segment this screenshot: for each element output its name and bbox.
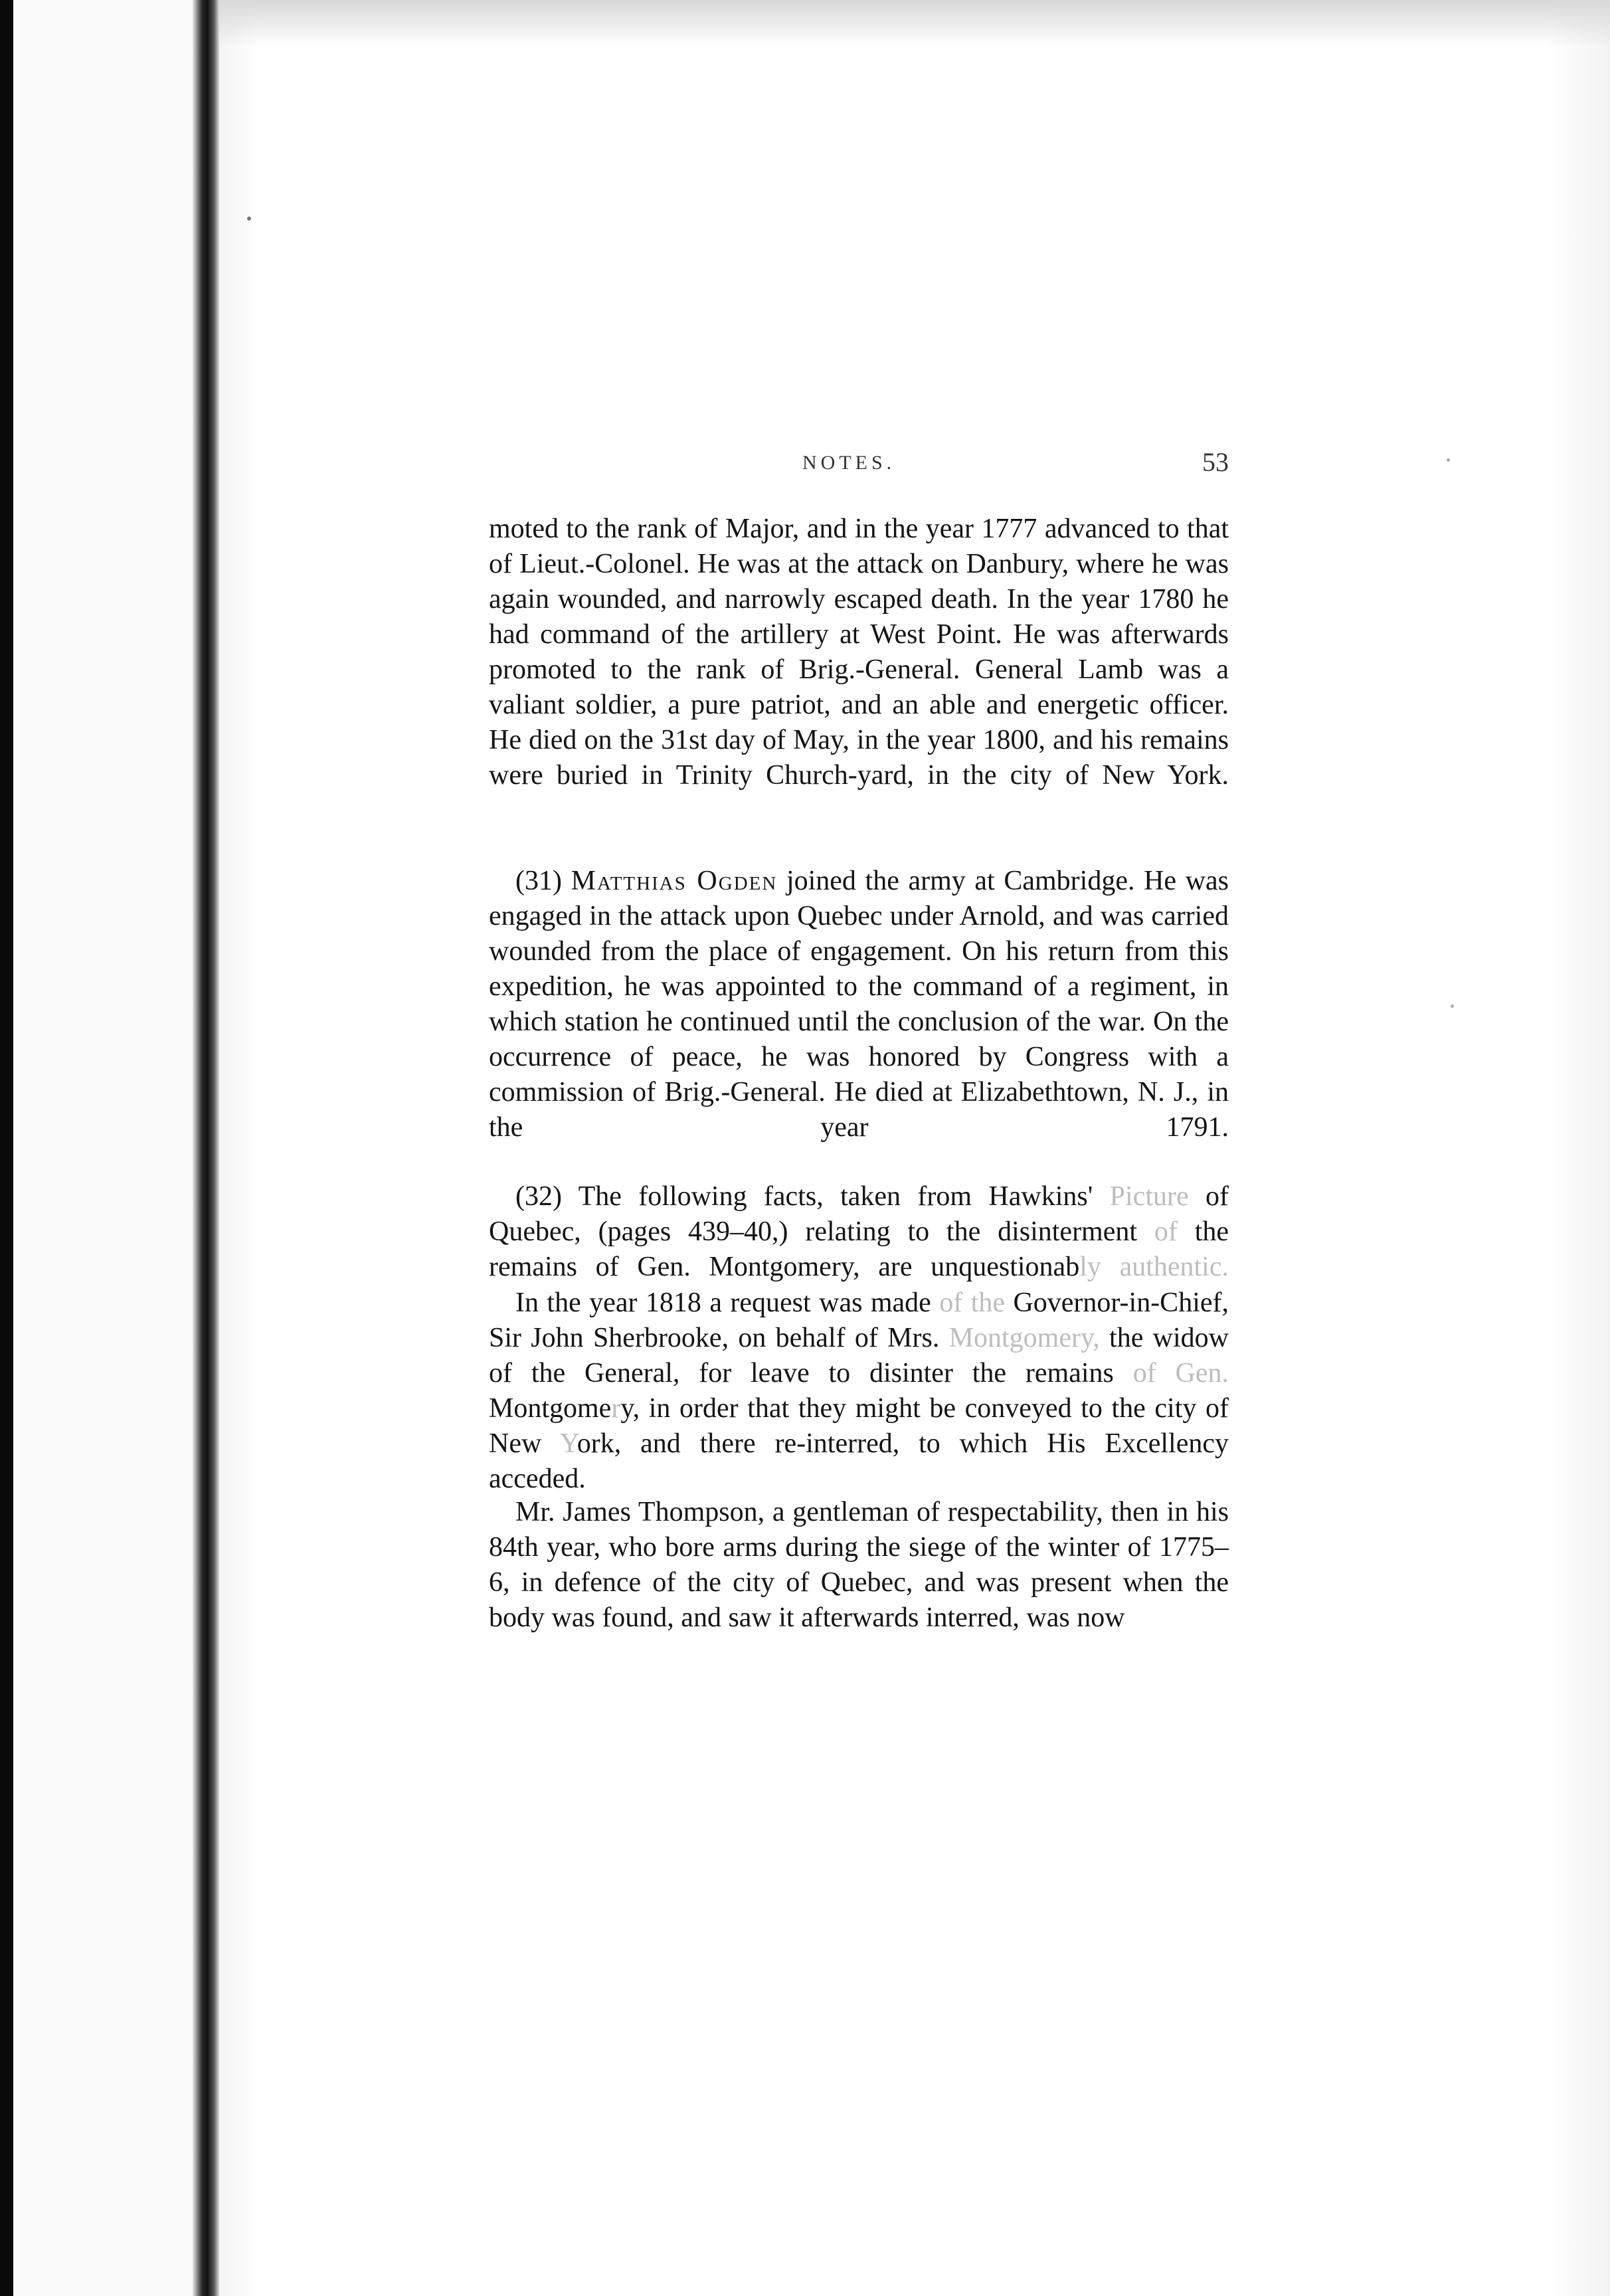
- paragraph-text: Montgome: [489, 1393, 612, 1424]
- page-surface: [219, 0, 1610, 2296]
- note-number: (31): [515, 866, 562, 896]
- paragraph-text: ork, and there re-interred, to which His Excellency acceded.: [489, 1428, 1229, 1494]
- dust-speck: [247, 217, 251, 221]
- paragraph-note-32: [489, 1179, 1229, 1285]
- faded-text: Y: [559, 1428, 577, 1459]
- facing-page-edge: [13, 0, 193, 2296]
- paragraph-request: [489, 1286, 1229, 1497]
- dust-speck: [1451, 1004, 1454, 1008]
- paragraph-note-31: [489, 864, 1229, 1145]
- faded-text: Picture: [1109, 1181, 1189, 1212]
- dust-speck: [1447, 458, 1450, 462]
- note-text: of Quebec, (pages 439–40,) relating to the disinterment: [489, 1181, 1229, 1247]
- note-text: joined the army at Cambridge. He was engaged in the attack upon Quebec under Arnold, and was carried wounded from the place of engagement. On his return from this expedition, he was appointed to the command of a regiment, in which station he continued until the conclusion of the war. On the occurrence of peace, he was honored by Congress with a commission of Brig.-General. He died at Elizabethtown, N. J., in the year 1791.: [489, 866, 1229, 1143]
- running-head-title: NOTES.: [802, 452, 896, 474]
- paragraph-text: In the year 1818 a request was made: [515, 1288, 931, 1318]
- book-gutter: [193, 0, 219, 2296]
- paragraph-note-30-continued: moted to the rank of Major, and in the year 1777 advanced to that of Lieut.-Colonel. He was at the attack on Danbury, where he was again wounded, and narrowly escaped death. In the year 1780 he had command of the artillery at West Point. He was afterwards promoted to the rank of Brig.-General. General Lamb was a valiant soldier, a pure patriot, and an able and energetic officer. He died on the 31st day of May, in the year 1800, and his remains were buried in Trinity Church-yard, in the city of New York.: [489, 514, 1229, 791]
- faded-text: of: [1154, 1216, 1178, 1247]
- note-text: (32) The following facts, taken from Hawkins': [515, 1181, 1093, 1212]
- page-number: 53: [1202, 447, 1229, 477]
- faded-text: ly authentic.: [1079, 1252, 1229, 1282]
- paragraph-text: y, in order that they might be conveyed to the city of New: [489, 1393, 1229, 1459]
- faded-text: r: [611, 1393, 621, 1424]
- page-top-shadow: [219, 0, 1610, 47]
- faded-text: Montgomery,: [948, 1323, 1100, 1353]
- faded-text: of the: [939, 1288, 1005, 1318]
- paragraph-text: Governor-in-Chief, Sir John Sherbrooke, on behalf of Mrs.: [489, 1288, 1229, 1353]
- running-head: [489, 446, 1229, 480]
- note-text: the remains of Gen. Montgomery, are unquestionab: [489, 1216, 1229, 1282]
- scan-border: [0, 0, 13, 2296]
- person-name: Matthias Ogden: [571, 866, 778, 896]
- paragraph-james-thompson: Mr. James Thompson, a gentleman of respectability, then in his 84th year, who bore arms during the siege of the winter of 1775–6, in defence of the city of Quebec, and was present when the body was found, and saw it afterwards interred, was now: [489, 1497, 1229, 1633]
- faded-text: of Gen.: [1132, 1358, 1229, 1388]
- paragraph-text: the widow of the General, for leave to disinter the remains: [489, 1323, 1229, 1388]
